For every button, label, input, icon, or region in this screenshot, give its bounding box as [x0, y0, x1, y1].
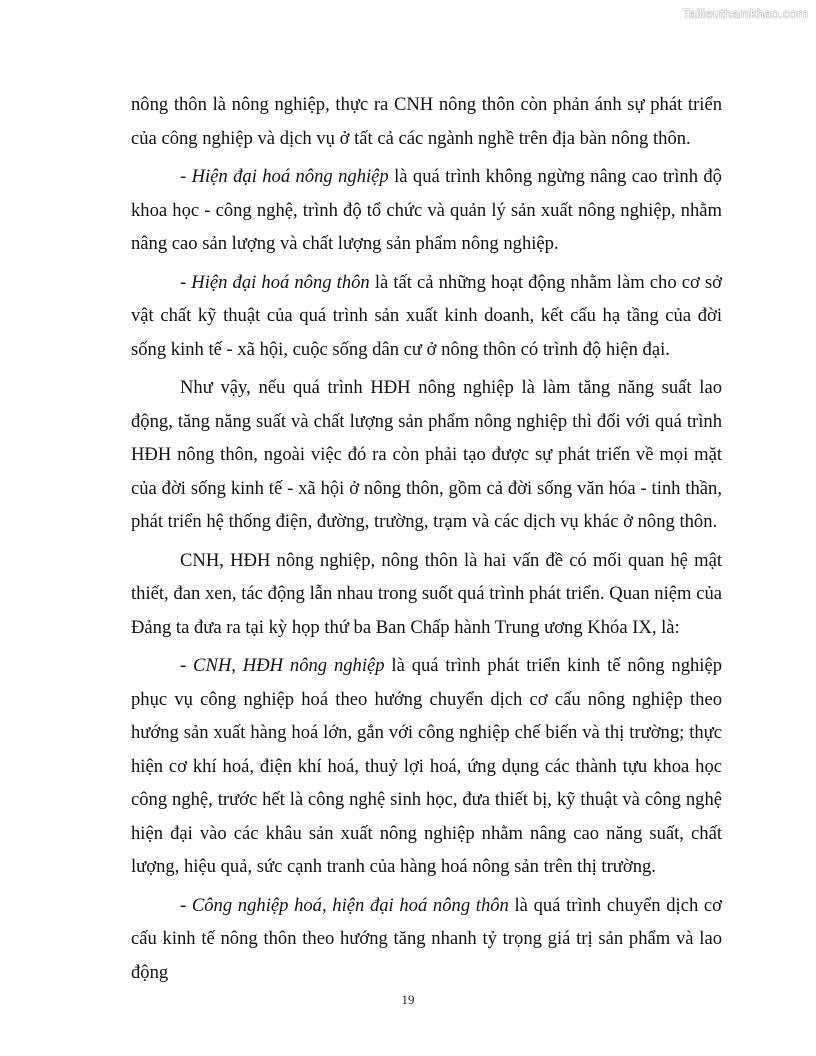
italic-term: - Công nghiệp hoá, hiện đại hoá nông thôn — [180, 894, 509, 916]
italic-term: - CNH, HĐH nông nghiệp — [180, 655, 385, 676]
watermark: Tailieuthamkhao.com — [682, 6, 808, 21]
paragraph-hdh-nong-nghiep: - Hiện đại hoá nông nghiệp là quá trình không ngừng nâng cao trình độ khoa học - công nghệ, trình độ tổ chức và quản lý sản xuất nông nghiệp, nhằm nâng cao sản lượng và chất lượng sản phẩm nông nghiệp. — [131, 166, 722, 254]
italic-term: - Hiện đại hoá nông nghiệp — [180, 166, 389, 187]
paragraph-hdh-nong-thon: - Hiện đại hoá nông thôn là tất cả những hoạt động nhằm làm cho cơ sở vật chất kỹ thuật của quá trình sản xuất kinh doanh, kết cấu hạ tầng của đời sống kinh tế - xã hội, cuộc sống dân cư ở nông thôn có trình độ hiện đại. — [131, 271, 722, 360]
paragraph-cnh-hdh-nong-nghiep: - CNH, HĐH nông nghiệp là quá trình phát triển kinh tế nông nghiệp phục vụ công nghiệp hoá theo hướng chuyển dịch cơ cấu nông nghiệp theo hướng sản xuất hàng hoá lớn, gắn với công nghiệp chế biến và thị trường; thực hiện cơ khí hoá, điện khí hoá, thuỷ lợi hoá, ứng dụng các thành tựu khoa học công nghệ, trước hết là công nghệ sinh học, đưa thiết bị, kỹ thuật và công nghệ hiện đại vào các khâu sản xuất nông nghiệp nhằm nâng cao năng suất, chất lượng, hiệu quả, sức cạnh tranh của hàng hoá nông sản trên thị trường. — [131, 655, 723, 877]
page-number: 19 — [401, 992, 415, 1007]
italic-term: - Hiện đại hoá nông thôn — [180, 271, 370, 293]
paragraph-continuation: nông thôn là nông nghiệp, thực ra CNH nông thôn còn phản ánh sự phát triển của công nghiệp và dịch vụ ở tất cả các ngành nghề trên địa bàn nông thôn. — [131, 94, 722, 149]
paragraph-quan-niem: CNH, HĐH nông nghiệp, nông thôn là hai vấn đề có mối quan hệ mật thiết, đan xen, tác động lẫn nhau trong suốt quá trình phát triển. Quan niệm của Đảng ta đưa ra tại kỳ họp thứ ba Ban Chấp hành Trung ương Khóa IX, là: — [131, 549, 722, 638]
paragraph-nhu-vay: Như vậy, nếu quá trình HĐH nông nghiệp là làm tăng năng suất lao động, tăng năng suất và chất lượng sản phẩm nông nghiệp thì đối với quá trình HĐH nông thôn, ngoài việc đó ra còn phải tạo được sự phát triển về mọi mặt của đời sống kinh tế - xã hội ở nông thôn, gồm cả đời sống văn hóa - tinh thần, phát triển hệ thống điện, đường, trường, trạm và các dịch vụ khác ở nông thôn. — [131, 377, 722, 532]
paragraph-cnh-hdh-nong-thon: - Công nghiệp hoá, hiện đại hoá nông thôn là quá trình chuyển dịch cơ cấu kinh tế nông thôn theo hướng tăng nhanh tỷ trọng giá trị sản phẩm và lao động — [131, 894, 722, 983]
document-body — [131, 88, 722, 994]
